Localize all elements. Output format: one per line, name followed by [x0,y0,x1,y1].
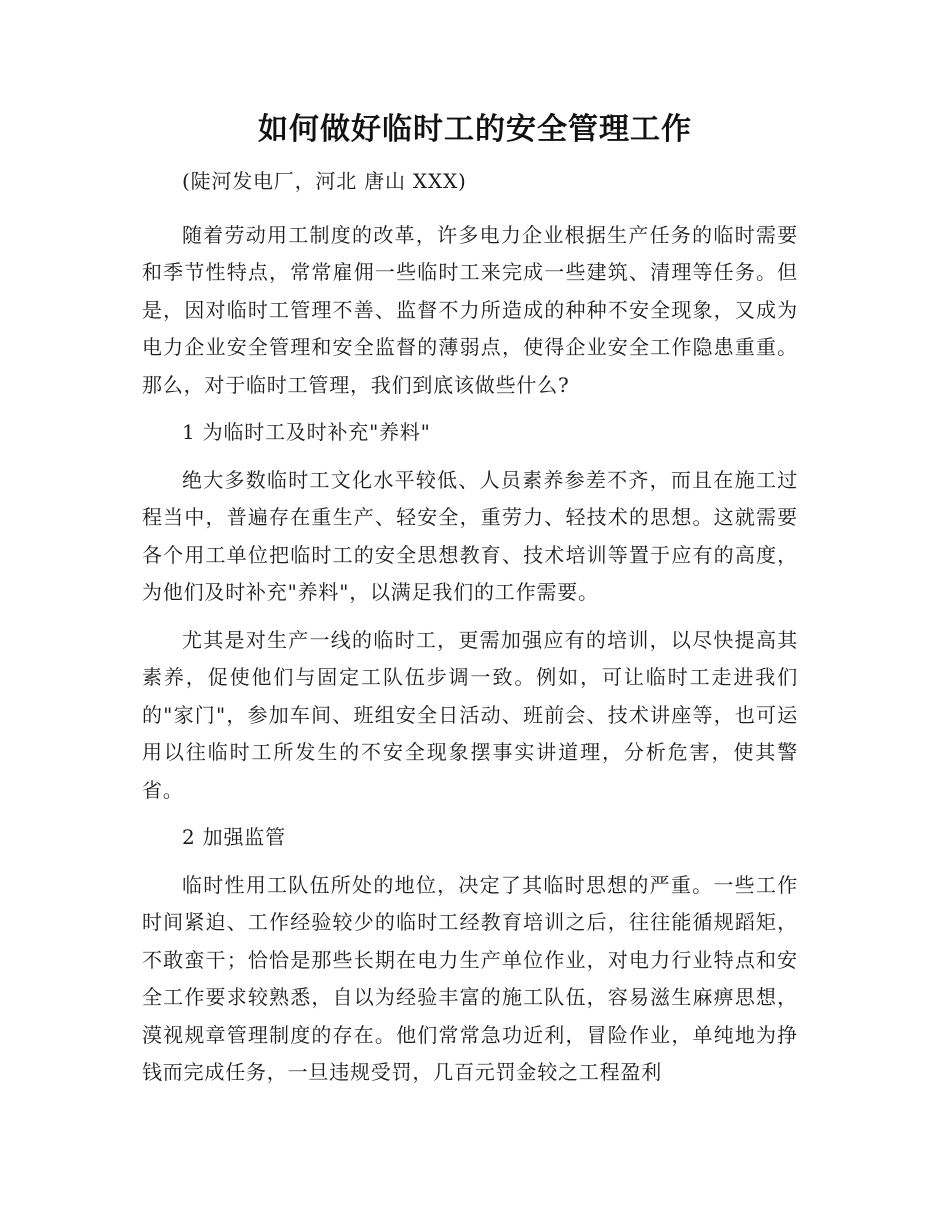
paragraph-intro: 随着劳动用工制度的改革，许多电力企业根据生产任务的临时需要和季节性特点，常常雇佣一些临时工来完成一些建筑、清理等任务。但是，因对临时工管理不善、监督不力所造成的种种不安全现象，又成为电力企业安全管理和安全监督的薄弱点，使得企业安全工作隐患重重。那么，对于临时工管理，我们到底该做些什么? [142,222,798,397]
section-heading-2: 2 加强监管 [182,825,286,849]
author-affiliation: (陡河发电厂，河北 唐山 XXX) [182,169,467,193]
paragraph-3: 临时性用工队伍所处的地位，决定了其临时思想的严重。一些工作时间紧迫、工作经验较少的临时工经教育培训之后，往往能循规蹈矩，不敢蛮干；恰恰是那些长期在电力生产单位作业，对电力行业特点和安全工作要求较熟悉，自以为经验丰富的施工队伍，容易滋生麻痹思想，漠视规章管理制度的存在。他们常常急功近利，冒险作业，单纯地为挣钱而完成任务，一旦违规受罚，几百元罚金较之工程盈利 [142,872,798,1084]
section-heading-1: 1 为临时工及时补充"养料" [182,420,431,444]
paragraph-2: 尤其是对生产一线的临时工，更需加强应有的培训，以尽快提高其素养，促使他们与固定工队伍步调一致。例如，可让临时工走进我们的"家门"，参加车间、班组安全日活动、班前会、技术讲座等，也可运用以往临时工所发生的不安全现象摆事实讲道理，分析危害，使其警省。 [142,627,798,802]
paragraph-1: 绝大多数临时工文化水平较低、人员素养参差不齐，而且在施工过程当中，普遍存在重生产、轻安全，重劳力、轻技术的思想。这就需要各个用工单位把临时工的安全思想教育、技术培训等置于应有的高度，为他们及时补充"养料"，以满足我们的工作需要。 [142,467,798,604]
document-body [142,163,798,1102]
document-title: 如何做好临时工的安全管理工作 [258,112,692,147]
